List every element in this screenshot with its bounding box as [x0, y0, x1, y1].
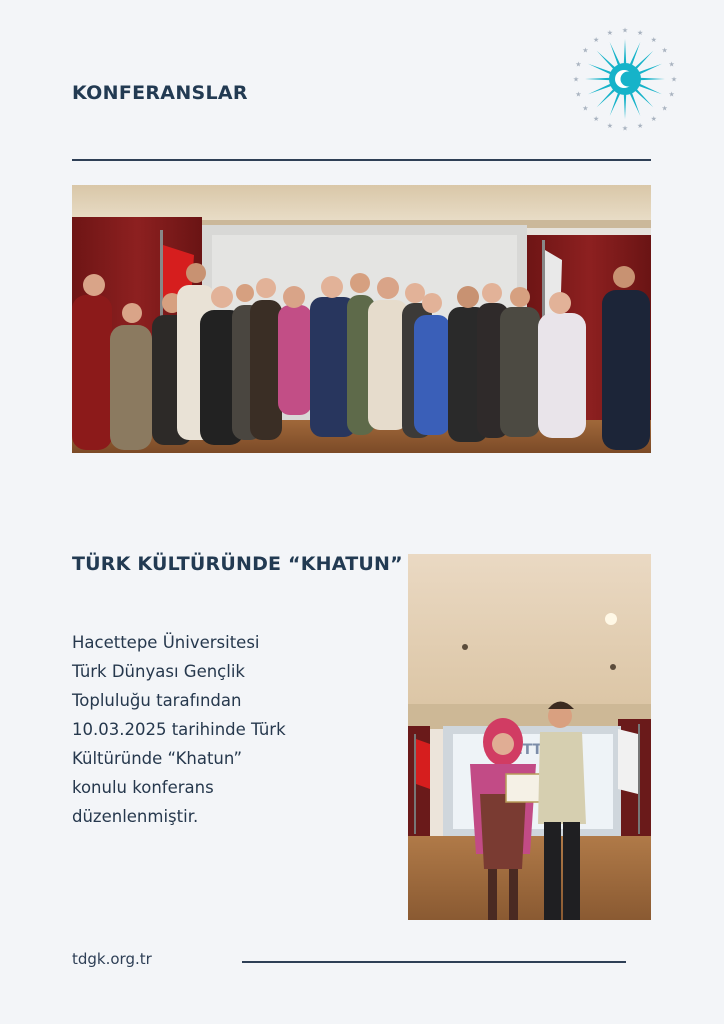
- logo-ray: [610, 91, 621, 116]
- award-photo-image: [408, 554, 651, 920]
- article-body-line: konulu konferans: [72, 778, 214, 797]
- logo-star: ★: [572, 75, 580, 84]
- logo-star: ★: [650, 115, 657, 124]
- article-body-line: Topluluğu tarafından: [72, 691, 242, 710]
- logo-star: ★: [621, 26, 629, 35]
- logo-star: ★: [670, 75, 678, 84]
- logo-star: ★: [593, 115, 600, 124]
- logo-star: ★: [621, 124, 629, 132]
- logo-ray: [624, 93, 627, 119]
- logo-ray: [629, 91, 640, 116]
- article-body-line: düzenlenmiştir.: [72, 807, 199, 826]
- logo-star: ★: [606, 122, 613, 131]
- logo-star: ★: [637, 122, 644, 131]
- logo-ray: [624, 39, 627, 65]
- logo-star: ★: [668, 90, 675, 99]
- logo-star: ★: [661, 46, 668, 55]
- logo-star: ★: [575, 60, 582, 69]
- logo-ray: [634, 51, 653, 70]
- article-body-line: Hacettepe Üniversitesi: [72, 633, 260, 652]
- group-photo: [72, 185, 651, 453]
- logo-star: ★: [668, 60, 675, 69]
- article-body-line: Türk Dünyası Gençlik: [72, 662, 245, 681]
- logo-star: ★: [582, 104, 589, 113]
- logo-ray: [639, 78, 665, 81]
- logo-crescent-cut: [621, 72, 636, 87]
- logo-ray: [597, 51, 616, 70]
- logo-star: ★: [575, 90, 582, 99]
- article-title: TÜRK KÜLTÜRÜNDE “KHATUN”: [72, 553, 403, 575]
- logo-ray: [597, 88, 616, 107]
- crescent-sunburst-logo: [572, 26, 678, 132]
- logo-star: ★: [661, 104, 668, 113]
- logo-ray: [637, 64, 662, 75]
- page-title: KONFERANSLAR: [72, 82, 248, 104]
- logo-ray: [634, 88, 653, 107]
- award-photo: [408, 554, 651, 920]
- top-divider: [72, 159, 651, 161]
- bottom-divider: [242, 961, 626, 963]
- group-photo-image: [72, 185, 651, 453]
- logo-graphic: [572, 26, 678, 132]
- logo-ray: [629, 42, 640, 67]
- article-body-line: Kültüründe “Khatun”: [72, 749, 242, 768]
- article-body: [72, 628, 392, 831]
- logo-ray: [585, 78, 611, 81]
- logo-ray: [588, 83, 613, 94]
- footer-website-link[interactable]: tdgk.org.tr: [72, 950, 152, 968]
- article-body-line: 10.03.2025 tarihinde Türk: [72, 720, 286, 739]
- logo-ray: [588, 64, 613, 75]
- logo-star: ★: [650, 35, 657, 44]
- logo-ray: [610, 42, 621, 67]
- logo-star: ★: [606, 28, 613, 37]
- logo-star: ★: [637, 28, 644, 37]
- logo-ray: [637, 83, 662, 94]
- logo-star: ★: [593, 35, 600, 44]
- logo-star: ★: [582, 46, 589, 55]
